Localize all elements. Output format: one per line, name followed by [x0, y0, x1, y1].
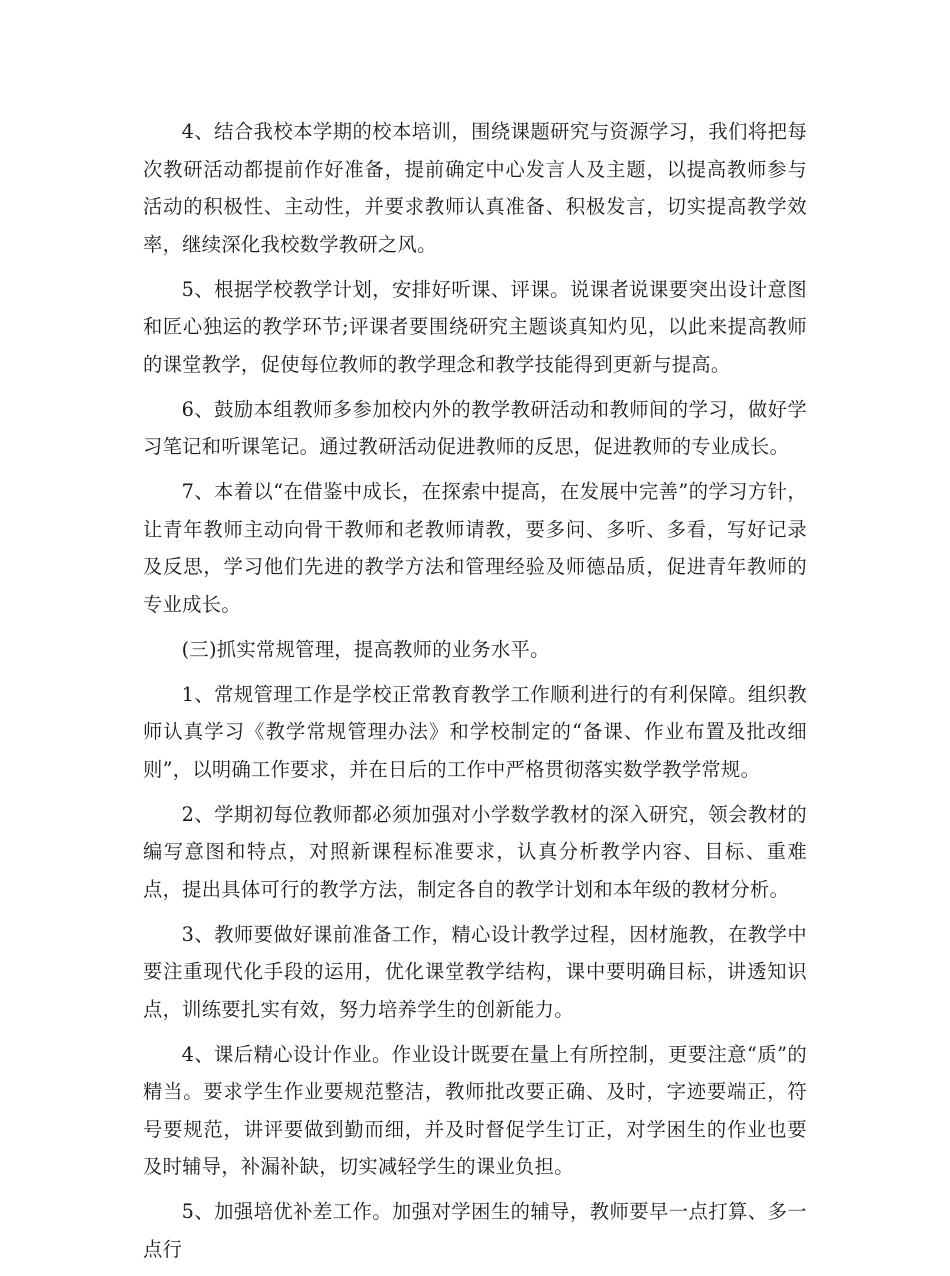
- paragraph-item-2-textbook-study: 2、学期初每位教师都必须加强对小学数学教材的深入研究，领会教材的编写意图和特点，对照新课程标准要求，认真分析教学内容、目标、重难点，提出具体可行的教学方法，制定各自的教学计划和本年级的教材分析。: [143, 802, 807, 901]
- paragraph-item-4-research: 4、结合我校本学期的校本培训，围绕课题研究与资源学习，我们将把每次教研活动都提前作好准备，提前确定中心发言人及主题，以提高教师参与活动的积极性、主动性，并要求教师认真准备、积极发言，切实提高教学效率，继续深化我校数学教研之风。: [143, 120, 807, 256]
- paragraph-item-5-tutoring: 5、加强培优补差工作。加强对学困生的辅导，教师要早一点打算、多一点行: [143, 1200, 807, 1261]
- document-body: [143, 113, 807, 1276]
- paragraph-item-1-routine-work: 1、常规管理工作是学校正常教育教学工作顺利进行的有利保障。组织教师认真学习《教学常规管理办法》和学校制定的“备课、作业布置及批改细则”，以明确工作要求，并在日后的工作中严格贯彻落实数学教学常规。: [143, 682, 807, 781]
- paragraph-item-6-teacher-learning: 6、鼓励本组教师多参加校内外的教学教研活动和教师间的学习，做好学习笔记和听课笔记。通过教研活动促进教师的反思，促进教师的专业成长。: [143, 397, 807, 458]
- paragraph-item-3-lesson-prep: 3、教师要做好课前准备工作，精心设计教学过程，因材施教，在教学中要注重现代化手段的运用，优化课堂教学结构，课中要明确目标，讲透知识点，训练要扎实有效，努力培养学生的创新能力。: [143, 922, 807, 1021]
- paragraph-item-7-young-teachers: 7、本着以“在借鉴中成长，在探索中提高，在发展中完善”的学习方针，让青年教师主动向骨干教师和老教师请教，要多问、多听、多看，写好记录及反思，学习他们先进的教学方法和管理经验及师德品质，促进青年教师的专业成长。: [143, 480, 807, 616]
- paragraph-item-4-homework: 4、课后精心设计作业。作业设计既要在量上有所控制，更要注意“质”的精当。要求学生作业要规范整洁，教师批改要正确、及时，字迹要端正，符号要规范，讲评要做到勤而细，并及时督促学生订正，对学困生的作业也要及时辅导，补漏补缺，切实减轻学生的课业负担。: [143, 1042, 807, 1178]
- section-heading-routine-management: (三)抓实常规管理，提高教师的业务水平。: [181, 637, 550, 661]
- paragraph-item-5-lesson-review: 5、根据学校教学计划，安排好听课、评课。说课者说课要突出设计意图和匠心独运的教学环节;评课者要围绕研究主题谈真知灼见，以此来提高教师的课堂教学，促使每位教师的教学理念和教学技能得到更新与提高。: [143, 277, 807, 376]
